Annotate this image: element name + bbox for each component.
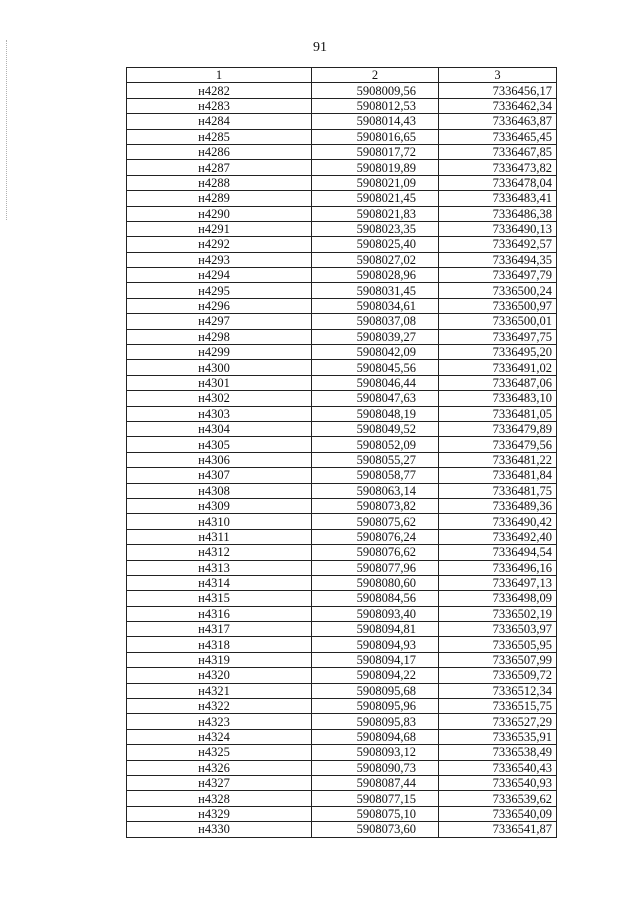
table-row <box>127 437 557 452</box>
point-name-cell: н4301 <box>127 375 312 390</box>
scan-margin-marks <box>6 40 8 220</box>
y-coordinate-cell: 7336483,41 <box>439 191 557 206</box>
table-header-row <box>127 68 557 83</box>
x-coordinate-cell: 5908080,60 <box>312 575 439 590</box>
table-row <box>127 575 557 590</box>
point-name-cell: н4293 <box>127 252 312 267</box>
point-name-cell: н4292 <box>127 237 312 252</box>
y-coordinate-cell: 7336505,95 <box>439 637 557 652</box>
point-name-cell: н4310 <box>127 514 312 529</box>
point-name-cell: н4288 <box>127 175 312 190</box>
y-coordinate-cell: 7336490,13 <box>439 221 557 236</box>
point-name-cell: н4286 <box>127 144 312 159</box>
x-coordinate-cell: 5908039,27 <box>312 329 439 344</box>
point-name-cell: н4317 <box>127 622 312 637</box>
x-coordinate-cell: 5908058,77 <box>312 468 439 483</box>
table-body <box>127 83 557 837</box>
table-row <box>127 83 557 98</box>
table-row <box>127 268 557 283</box>
y-coordinate-cell: 7336540,43 <box>439 760 557 775</box>
y-coordinate-cell: 7336538,49 <box>439 745 557 760</box>
table-row <box>127 360 557 375</box>
table-row <box>127 637 557 652</box>
table-row <box>127 191 557 206</box>
y-coordinate-cell: 7336540,93 <box>439 775 557 790</box>
table-row <box>127 206 557 221</box>
point-name-cell: н4326 <box>127 760 312 775</box>
table-row <box>127 98 557 113</box>
table-row <box>127 591 557 606</box>
x-coordinate-cell: 5908093,40 <box>312 606 439 621</box>
point-name-cell: н4309 <box>127 498 312 513</box>
point-name-cell: н4305 <box>127 437 312 452</box>
point-name-cell: н4294 <box>127 268 312 283</box>
x-coordinate-cell: 5908094,22 <box>312 668 439 683</box>
x-coordinate-cell: 5908012,53 <box>312 98 439 113</box>
table-row <box>127 683 557 698</box>
y-coordinate-cell: 7336487,06 <box>439 375 557 390</box>
table-row <box>127 514 557 529</box>
point-name-cell: н4328 <box>127 791 312 806</box>
y-coordinate-cell: 7336462,34 <box>439 98 557 113</box>
table-row <box>127 668 557 683</box>
point-name-cell: н4284 <box>127 114 312 129</box>
table-row <box>127 329 557 344</box>
x-coordinate-cell: 5908009,56 <box>312 83 439 98</box>
x-coordinate-cell: 5908037,08 <box>312 314 439 329</box>
point-name-cell: н4314 <box>127 575 312 590</box>
x-coordinate-cell: 5908019,89 <box>312 160 439 175</box>
point-name-cell: н4322 <box>127 699 312 714</box>
x-coordinate-cell: 5908095,83 <box>312 714 439 729</box>
table-row <box>127 221 557 236</box>
y-coordinate-cell: 7336481,84 <box>439 468 557 483</box>
table-row <box>127 483 557 498</box>
x-coordinate-cell: 5908063,14 <box>312 483 439 498</box>
table-row <box>127 529 557 544</box>
table-row <box>127 714 557 729</box>
y-coordinate-cell: 7336473,82 <box>439 160 557 175</box>
y-coordinate-cell: 7336489,36 <box>439 498 557 513</box>
table-row <box>127 806 557 821</box>
y-coordinate-cell: 7336507,99 <box>439 652 557 667</box>
x-coordinate-cell: 5908073,60 <box>312 822 439 837</box>
x-coordinate-cell: 5908095,68 <box>312 683 439 698</box>
point-name-cell: н4312 <box>127 545 312 560</box>
point-name-cell: н4327 <box>127 775 312 790</box>
x-coordinate-cell: 5908094,68 <box>312 729 439 744</box>
table-row <box>127 652 557 667</box>
y-coordinate-cell: 7336479,89 <box>439 421 557 436</box>
point-name-cell: н4315 <box>127 591 312 606</box>
point-name-cell: н4319 <box>127 652 312 667</box>
table-row <box>127 175 557 190</box>
x-coordinate-cell: 5908087,44 <box>312 775 439 790</box>
table-row <box>127 237 557 252</box>
x-coordinate-cell: 5908027,02 <box>312 252 439 267</box>
y-coordinate-cell: 7336497,75 <box>439 329 557 344</box>
x-coordinate-cell: 5908034,61 <box>312 298 439 313</box>
x-coordinate-cell: 5908031,45 <box>312 283 439 298</box>
table-row <box>127 375 557 390</box>
point-name-cell: н4320 <box>127 668 312 683</box>
table-row <box>127 606 557 621</box>
y-coordinate-cell: 7336479,56 <box>439 437 557 452</box>
y-coordinate-cell: 7336515,75 <box>439 699 557 714</box>
y-coordinate-cell: 7336535,91 <box>439 729 557 744</box>
y-coordinate-cell: 7336481,75 <box>439 483 557 498</box>
y-coordinate-cell: 7336500,24 <box>439 283 557 298</box>
x-coordinate-cell: 5908090,73 <box>312 760 439 775</box>
y-coordinate-cell: 7336539,62 <box>439 791 557 806</box>
y-coordinate-cell: 7336497,79 <box>439 268 557 283</box>
x-coordinate-cell: 5908095,96 <box>312 699 439 714</box>
point-name-cell: н4302 <box>127 391 312 406</box>
y-coordinate-cell: 7336486,38 <box>439 206 557 221</box>
x-coordinate-cell: 5908025,40 <box>312 237 439 252</box>
table-row <box>127 468 557 483</box>
x-coordinate-cell: 5908048,19 <box>312 406 439 421</box>
table-row <box>127 745 557 760</box>
x-coordinate-cell: 5908077,96 <box>312 560 439 575</box>
table-row <box>127 775 557 790</box>
table-row <box>127 560 557 575</box>
x-coordinate-cell: 5908094,17 <box>312 652 439 667</box>
y-coordinate-cell: 7336509,72 <box>439 668 557 683</box>
y-coordinate-cell: 7336481,22 <box>439 452 557 467</box>
point-name-cell: н4308 <box>127 483 312 498</box>
point-name-cell: н4318 <box>127 637 312 652</box>
table-row <box>127 622 557 637</box>
y-coordinate-cell: 7336502,19 <box>439 606 557 621</box>
point-name-cell: н4325 <box>127 745 312 760</box>
table-row <box>127 699 557 714</box>
y-coordinate-cell: 7336492,57 <box>439 237 557 252</box>
point-name-cell: н4304 <box>127 421 312 436</box>
x-coordinate-cell: 5908084,56 <box>312 591 439 606</box>
table-row <box>127 283 557 298</box>
x-coordinate-cell: 5908093,12 <box>312 745 439 760</box>
y-coordinate-cell: 7336467,85 <box>439 144 557 159</box>
x-coordinate-cell: 5908021,83 <box>312 206 439 221</box>
table-row <box>127 345 557 360</box>
table-row <box>127 498 557 513</box>
y-coordinate-cell: 7336492,40 <box>439 529 557 544</box>
x-coordinate-cell: 5908014,43 <box>312 114 439 129</box>
x-coordinate-cell: 5908055,27 <box>312 452 439 467</box>
y-coordinate-cell: 7336481,05 <box>439 406 557 421</box>
x-coordinate-cell: 5908076,24 <box>312 529 439 544</box>
y-coordinate-cell: 7336494,54 <box>439 545 557 560</box>
x-coordinate-cell: 5908049,52 <box>312 421 439 436</box>
table-row <box>127 144 557 159</box>
y-coordinate-cell: 7336490,42 <box>439 514 557 529</box>
point-name-cell: н4311 <box>127 529 312 544</box>
point-name-cell: н4329 <box>127 806 312 821</box>
point-name-cell: н4299 <box>127 345 312 360</box>
table-row <box>127 160 557 175</box>
table-row <box>127 314 557 329</box>
x-coordinate-cell: 5908077,15 <box>312 791 439 806</box>
table-row <box>127 391 557 406</box>
x-coordinate-cell: 5908023,35 <box>312 221 439 236</box>
y-coordinate-cell: 7336500,97 <box>439 298 557 313</box>
point-name-cell: н4330 <box>127 822 312 837</box>
point-name-cell: н4290 <box>127 206 312 221</box>
y-coordinate-cell: 7336541,87 <box>439 822 557 837</box>
x-coordinate-cell: 5908042,09 <box>312 345 439 360</box>
table-row <box>127 252 557 267</box>
y-coordinate-cell: 7336497,13 <box>439 575 557 590</box>
table-row <box>127 298 557 313</box>
point-name-cell: н4295 <box>127 283 312 298</box>
table-row <box>127 545 557 560</box>
x-coordinate-cell: 5908045,56 <box>312 360 439 375</box>
table-row <box>127 114 557 129</box>
point-name-cell: н4296 <box>127 298 312 313</box>
x-coordinate-cell: 5908094,93 <box>312 637 439 652</box>
point-name-cell: н4316 <box>127 606 312 621</box>
x-coordinate-cell: 5908073,82 <box>312 498 439 513</box>
point-name-cell: н4323 <box>127 714 312 729</box>
point-name-cell: н4283 <box>127 98 312 113</box>
table-row <box>127 421 557 436</box>
point-name-cell: н4289 <box>127 191 312 206</box>
y-coordinate-cell: 7336478,04 <box>439 175 557 190</box>
point-name-cell: н4300 <box>127 360 312 375</box>
point-name-cell: н4324 <box>127 729 312 744</box>
point-name-cell: н4303 <box>127 406 312 421</box>
x-coordinate-cell: 5908047,63 <box>312 391 439 406</box>
point-name-cell: н4321 <box>127 683 312 698</box>
x-coordinate-cell: 5908017,72 <box>312 144 439 159</box>
x-coordinate-cell: 5908016,65 <box>312 129 439 144</box>
y-coordinate-cell: 7336500,01 <box>439 314 557 329</box>
x-coordinate-cell: 5908021,45 <box>312 191 439 206</box>
column-header-1: 1 <box>127 68 312 83</box>
point-name-cell: н4287 <box>127 160 312 175</box>
point-name-cell: н4306 <box>127 452 312 467</box>
point-name-cell: н4297 <box>127 314 312 329</box>
point-name-cell: н4282 <box>127 83 312 98</box>
x-coordinate-cell: 5908075,62 <box>312 514 439 529</box>
y-coordinate-cell: 7336495,20 <box>439 345 557 360</box>
column-header-2: 2 <box>312 68 439 83</box>
x-coordinate-cell: 5908075,10 <box>312 806 439 821</box>
y-coordinate-cell: 7336483,10 <box>439 391 557 406</box>
table-row <box>127 822 557 837</box>
page-number: 91 <box>313 40 327 55</box>
x-coordinate-cell: 5908094,81 <box>312 622 439 637</box>
table-row <box>127 729 557 744</box>
y-coordinate-cell: 7336494,35 <box>439 252 557 267</box>
x-coordinate-cell: 5908052,09 <box>312 437 439 452</box>
x-coordinate-cell: 5908076,62 <box>312 545 439 560</box>
y-coordinate-cell: 7336540,09 <box>439 806 557 821</box>
y-coordinate-cell: 7336498,09 <box>439 591 557 606</box>
table-row <box>127 129 557 144</box>
y-coordinate-cell: 7336465,45 <box>439 129 557 144</box>
point-name-cell: н4313 <box>127 560 312 575</box>
y-coordinate-cell: 7336496,16 <box>439 560 557 575</box>
table-row <box>127 452 557 467</box>
point-name-cell: н4291 <box>127 221 312 236</box>
coordinates-table <box>126 67 557 838</box>
point-name-cell: н4285 <box>127 129 312 144</box>
y-coordinate-cell: 7336527,29 <box>439 714 557 729</box>
table-row <box>127 406 557 421</box>
y-coordinate-cell: 7336456,17 <box>439 83 557 98</box>
x-coordinate-cell: 5908046,44 <box>312 375 439 390</box>
y-coordinate-cell: 7336512,34 <box>439 683 557 698</box>
column-header-3: 3 <box>439 68 557 83</box>
y-coordinate-cell: 7336491,02 <box>439 360 557 375</box>
table-row <box>127 760 557 775</box>
x-coordinate-cell: 5908021,09 <box>312 175 439 190</box>
y-coordinate-cell: 7336463,87 <box>439 114 557 129</box>
point-name-cell: н4307 <box>127 468 312 483</box>
x-coordinate-cell: 5908028,96 <box>312 268 439 283</box>
y-coordinate-cell: 7336503,97 <box>439 622 557 637</box>
table-row <box>127 791 557 806</box>
point-name-cell: н4298 <box>127 329 312 344</box>
